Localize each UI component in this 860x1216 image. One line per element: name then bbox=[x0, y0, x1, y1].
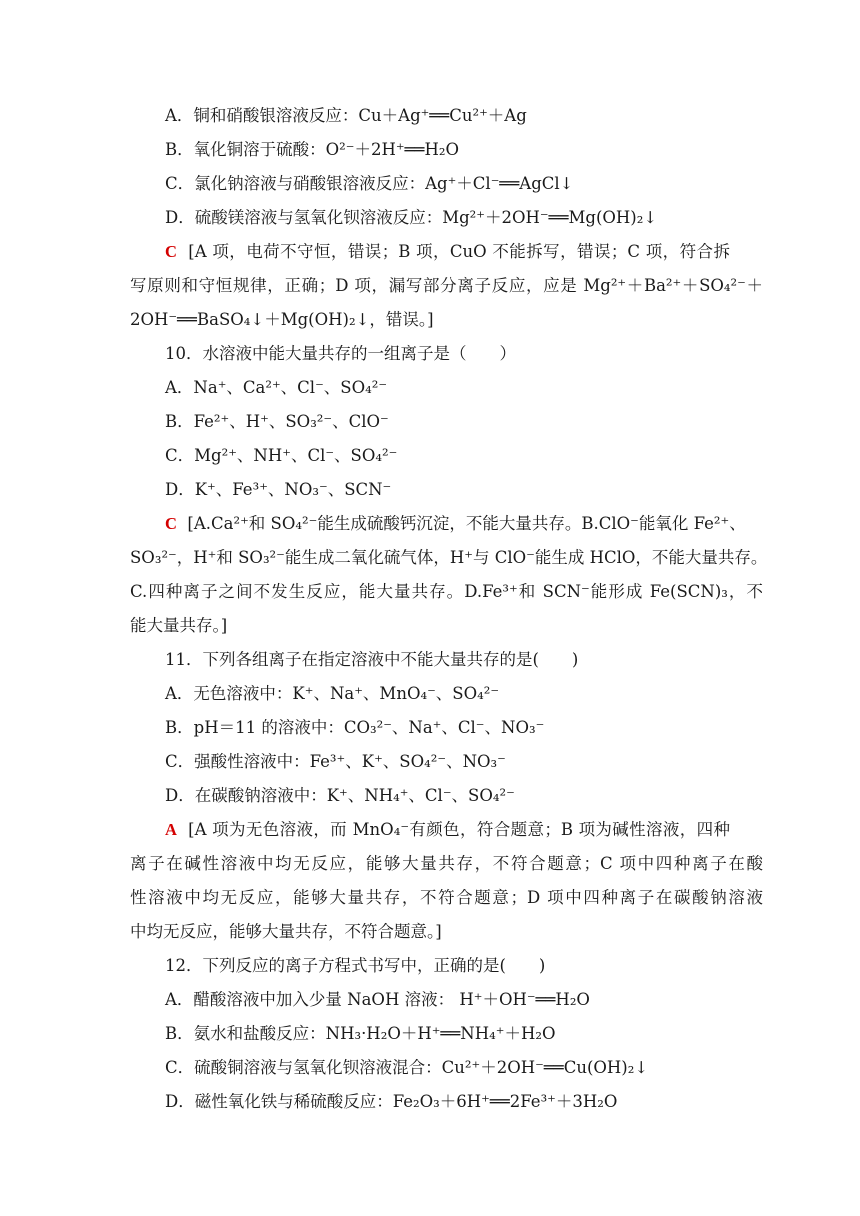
q10-answer-letter: C bbox=[165, 514, 177, 533]
q11-explanation-line-2: 离子在碱性溶液中均无反应，能够大量共存，不符合题意；C 项中四种离子在酸 bbox=[130, 854, 763, 873]
q9-option-c: C．氯化钠溶液与硝酸银溶液反应：Ag⁺＋Cl⁻══AgCl↓ bbox=[165, 174, 574, 193]
q12-option-d: D．磁性氧化铁与稀硫酸反应：Fe₂O₃＋6H⁺══2Fe³⁺＋3H₂O bbox=[165, 1092, 618, 1111]
q11-explanation-line-1: [A 项为无色溶液，而 MnO₄⁻有颜色，符合题意；B 项为碱性溶液，四种 bbox=[188, 820, 730, 839]
q12-option-a: A．醋酸溶液中加入少量 NaOH 溶液： H⁺＋OH⁻══H₂O bbox=[165, 990, 590, 1009]
q9-explanation-line-2: 写原则和守恒规律，正确；D 项，漏写部分离子反应，应是 Mg²⁺＋Ba²⁺＋SO₄²⁻＋ bbox=[130, 276, 763, 295]
q11-answer bbox=[165, 819, 730, 841]
q11-explanation-line-3: 性溶液中均无反应，能够大量共存，不符合题意；D 项中四种离子在碳酸钠溶液 bbox=[130, 888, 763, 907]
q9-option-d: D．硫酸镁溶液与氢氧化钡溶液反应：Mg²⁺＋2OH⁻══Mg(OH)₂↓ bbox=[165, 208, 658, 227]
q10-explanation-line-3: C.四种离子之间不发生反应，能大量共存。D.Fe³⁺和 SCN⁻能形成 Fe(SCN)₃，不 bbox=[130, 582, 763, 601]
q11-option-d: D．在碳酸钠溶液中：K⁺、NH₄⁺、Cl⁻、SO₄²⁻ bbox=[165, 786, 515, 805]
q12-option-b: B．氨水和盐酸反应：NH₃·H₂O＋H⁺══NH₄⁺＋H₂O bbox=[165, 1024, 556, 1043]
q10-option-b: B．Fe²⁺、H⁺、SO₃²⁻、ClO⁻ bbox=[165, 412, 389, 431]
q12-stem: 12．下列反应的离子方程式书写中，正确的是( ) bbox=[165, 956, 546, 975]
q11-option-a: A．无色溶液中：K⁺、Na⁺、MnO₄⁻、SO₄²⁻ bbox=[165, 684, 500, 703]
q10-option-d: D．K⁺、Fe³⁺、NO₃⁻、SCN⁻ bbox=[165, 480, 392, 499]
q10-option-c: C．Mg²⁺、NH⁺、Cl⁻、SO₄²⁻ bbox=[165, 446, 398, 465]
q11-option-c: C．强酸性溶液中：Fe³⁺、K⁺、SO₄²⁻、NO₃⁻ bbox=[165, 752, 506, 771]
q10-stem: 10．水溶液中能大量共存的一组离子是（ ） bbox=[165, 344, 516, 363]
q10-explanation-line-1: [A.Ca²⁺和 SO₄²⁻能生成硫酸钙沉淀，不能大量共存。B.ClO⁻能氧化 Fe²⁺、 bbox=[187, 514, 746, 533]
q11-stem: 11．下列各组离子在指定溶液中不能大量共存的是( ) bbox=[165, 650, 579, 669]
q11-answer-letter: A bbox=[165, 820, 177, 839]
q12-option-c: C．硫酸铜溶液与氢氧化钡溶液混合：Cu²⁺＋2OH⁻══Cu(OH)₂↓ bbox=[165, 1058, 649, 1077]
q9-answer bbox=[165, 241, 730, 263]
q10-option-a: A．Na⁺、Ca²⁺、Cl⁻、SO₄²⁻ bbox=[165, 378, 388, 397]
q10-explanation-line-2: SO₃²⁻，H⁺和 SO₃²⁻能生成二氧化硫气体，H⁺与 ClO⁻能生成 HClO，不能大量共存。 bbox=[130, 548, 768, 567]
q9-answer-letter: C bbox=[165, 242, 177, 261]
q9-explanation-line-1: [A 项，电荷不守恒，错误；B 项，CuO 不能拆写，错误；C 项，符合拆 bbox=[188, 242, 730, 261]
q9-explanation-line-3: 2OH⁻══BaSO₄↓＋Mg(OH)₂↓，错误。] bbox=[130, 310, 434, 329]
q9-option-a: A．铜和硝酸银溶液反应：Cu＋Ag⁺══Cu²⁺＋Ag bbox=[165, 106, 527, 125]
q11-option-b: B．pH＝11 的溶液中：CO₃²⁻、Na⁺、Cl⁻、NO₃⁻ bbox=[165, 718, 545, 737]
q9-option-b: B．氧化铜溶于硫酸：O²⁻＋2H⁺══H₂O bbox=[165, 140, 459, 159]
q10-explanation-line-4: 能大量共存。] bbox=[130, 616, 228, 635]
q10-answer bbox=[165, 513, 746, 535]
q11-explanation-line-4: 中均无反应，能够大量共存，不符合题意。] bbox=[130, 922, 442, 941]
